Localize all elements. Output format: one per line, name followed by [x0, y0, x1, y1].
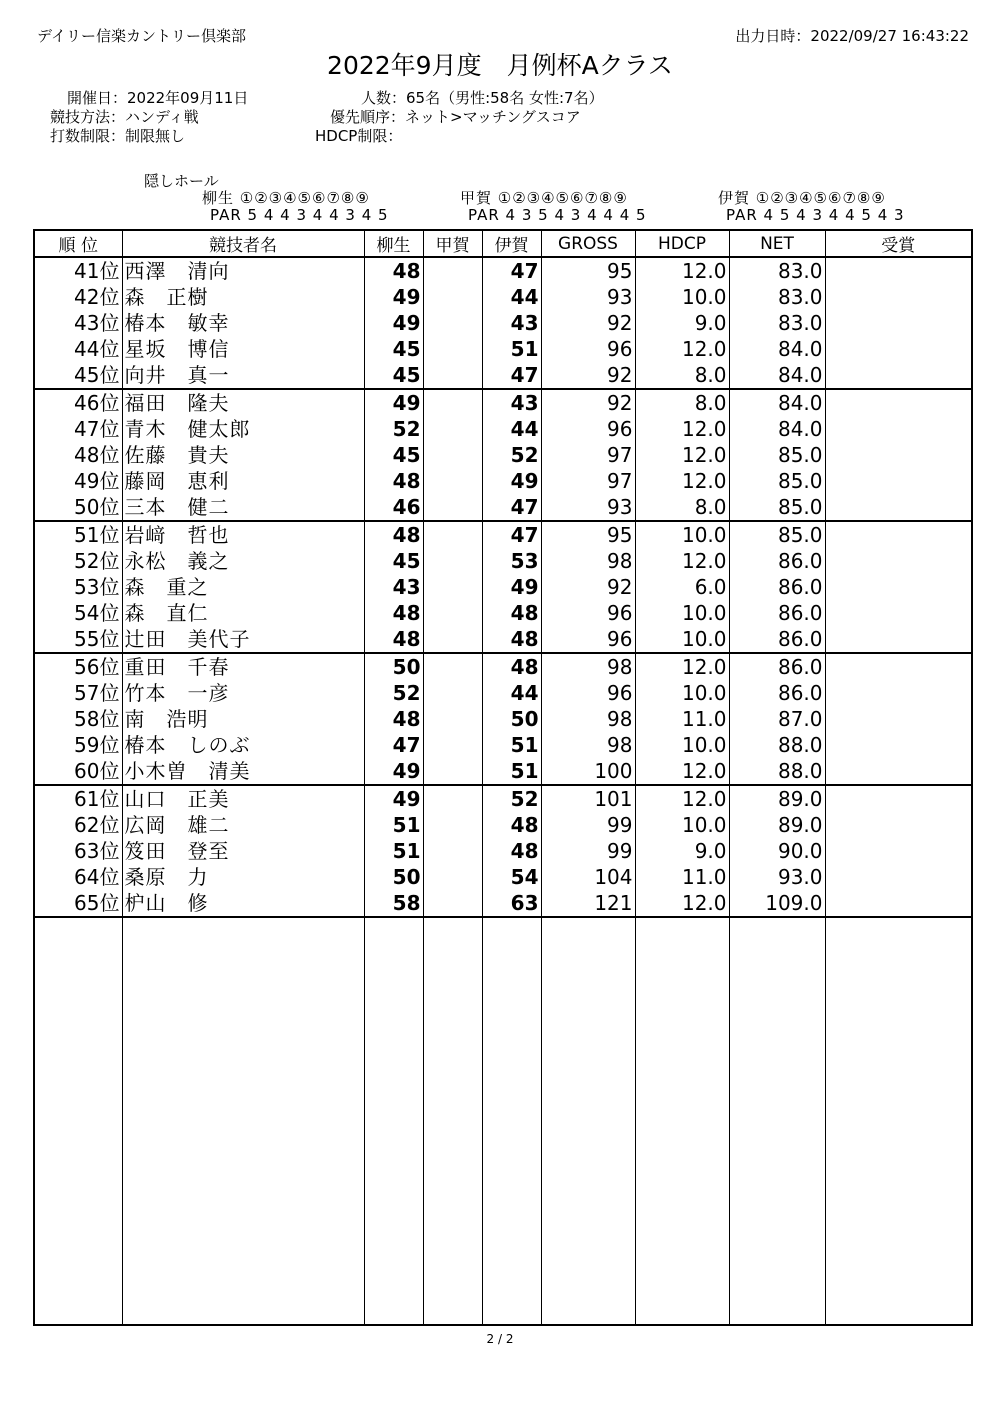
award-cell: [825, 336, 972, 362]
empty-table-area: [34, 917, 972, 1325]
iga-score: 53: [482, 548, 541, 574]
hdcp-value: 8.0: [635, 389, 729, 416]
iga-score: 47: [482, 362, 541, 389]
net-score: 85.0: [729, 442, 825, 468]
table-row: [34, 389, 972, 416]
player-name: 佐藤 貴夫: [122, 442, 364, 468]
gross-score: 96: [541, 680, 635, 706]
table-row: [34, 416, 972, 442]
award-cell: [825, 362, 972, 389]
koga-score: [423, 442, 482, 468]
yagyu-score: 48: [364, 468, 423, 494]
hdcp-value: 8.0: [635, 494, 729, 521]
iga-score: 44: [482, 284, 541, 310]
hdcp-value: 12.0: [635, 785, 729, 812]
gross-score: 121: [541, 890, 635, 917]
header-iga: 伊賀: [482, 230, 541, 257]
iga-score: 50: [482, 706, 541, 732]
table-row: [34, 521, 972, 548]
table-row: [34, 653, 972, 680]
net-score: 85.0: [729, 468, 825, 494]
rank-cell: 60位: [34, 758, 122, 785]
table-row: [34, 758, 972, 785]
gross-score: 99: [541, 812, 635, 838]
hdcp-value: 8.0: [635, 362, 729, 389]
net-score: 83.0: [729, 310, 825, 336]
table-row: [34, 626, 972, 653]
gross-score: 97: [541, 442, 635, 468]
award-cell: [825, 626, 972, 653]
table-row: [34, 680, 972, 706]
yagyu-score: 43: [364, 574, 423, 600]
hdcp-value: 12.0: [635, 442, 729, 468]
gross-score: 96: [541, 626, 635, 653]
rank-cell: 53位: [34, 574, 122, 600]
award-cell: [825, 284, 972, 310]
rank-cell: 49位: [34, 468, 122, 494]
iga-score: 49: [482, 574, 541, 600]
award-cell: [825, 680, 972, 706]
award-cell: [825, 653, 972, 680]
player-name: 森 重之: [122, 574, 364, 600]
rank-cell: 56位: [34, 653, 122, 680]
player-name: 広岡 雄二: [122, 812, 364, 838]
iga-score: 51: [482, 336, 541, 362]
player-name: 永松 義之: [122, 548, 364, 574]
rank-cell: 45位: [34, 362, 122, 389]
iga-score: 44: [482, 416, 541, 442]
award-cell: [825, 890, 972, 917]
table-row: [34, 310, 972, 336]
course-koga-holes: 甲賀 ①②③④⑤⑥⑦⑧⑨: [460, 189, 628, 207]
award-cell: [825, 785, 972, 812]
net-score: 86.0: [729, 653, 825, 680]
koga-score: [423, 812, 482, 838]
player-name: 星坂 博信: [122, 336, 364, 362]
table-row: [34, 284, 972, 310]
koga-score: [423, 548, 482, 574]
award-cell: [825, 257, 972, 284]
header-yagyu: 柳生: [364, 230, 423, 257]
table-row: [34, 732, 972, 758]
net-score: 85.0: [729, 521, 825, 548]
iga-score: 47: [482, 494, 541, 521]
course-yagyu-par: PAR 5 4 4 3 4 4 3 4 5: [210, 206, 389, 224]
net-score: 84.0: [729, 416, 825, 442]
player-name: 藤岡 恵利: [122, 468, 364, 494]
net-score: 109.0: [729, 890, 825, 917]
iga-score: 43: [482, 389, 541, 416]
priority-order: 優先順序：ネット>マッチングスコア: [330, 108, 581, 126]
page-title: 2022年9月度 月例杯Aクラス: [327, 51, 673, 80]
table-row: [34, 574, 972, 600]
gross-score: 99: [541, 838, 635, 864]
table-row: [34, 864, 972, 890]
table-row: [34, 812, 972, 838]
header-name: 競技者名: [122, 230, 364, 257]
yagyu-score: 50: [364, 864, 423, 890]
award-cell: [825, 494, 972, 521]
net-score: 87.0: [729, 706, 825, 732]
iga-score: 54: [482, 864, 541, 890]
iga-score: 51: [482, 732, 541, 758]
hdcp-value: 11.0: [635, 864, 729, 890]
header-rank: 順 位: [34, 230, 122, 257]
player-name: 笈田 登至: [122, 838, 364, 864]
koga-score: [423, 758, 482, 785]
gross-score: 92: [541, 574, 635, 600]
hdcp-limit: HDCP制限：: [315, 127, 403, 145]
yagyu-score: 58: [364, 890, 423, 917]
rank-cell: 64位: [34, 864, 122, 890]
net-score: 89.0: [729, 785, 825, 812]
gross-score: 92: [541, 362, 635, 389]
koga-score: [423, 838, 482, 864]
gross-score: 96: [541, 336, 635, 362]
award-cell: [825, 521, 972, 548]
table-row: [34, 600, 972, 626]
koga-score: [423, 257, 482, 284]
gross-score: 98: [541, 732, 635, 758]
rank-cell: 57位: [34, 680, 122, 706]
yagyu-score: 45: [364, 548, 423, 574]
koga-score: [423, 284, 482, 310]
rank-cell: 51位: [34, 521, 122, 548]
award-cell: [825, 864, 972, 890]
header-award: 受賞: [825, 230, 972, 257]
player-name: 辻田 美代子: [122, 626, 364, 653]
hdcp-value: 12.0: [635, 468, 729, 494]
koga-score: [423, 310, 482, 336]
hdcp-value: 10.0: [635, 600, 729, 626]
stroke-limit: 打数制限：制限無し: [50, 127, 186, 145]
hdcp-value: 10.0: [635, 284, 729, 310]
koga-score: [423, 680, 482, 706]
koga-score: [423, 600, 482, 626]
hdcp-value: 12.0: [635, 548, 729, 574]
koga-score: [423, 574, 482, 600]
hdcp-value: 10.0: [635, 521, 729, 548]
participant-count: 人数：65名（男性:58名 女性:7名）: [361, 89, 604, 107]
yagyu-score: 49: [364, 758, 423, 785]
gross-score: 92: [541, 389, 635, 416]
player-name: 椿本 敏幸: [122, 310, 364, 336]
gross-score: 96: [541, 416, 635, 442]
koga-score: [423, 864, 482, 890]
rank-cell: 48位: [34, 442, 122, 468]
award-cell: [825, 600, 972, 626]
player-name: 三本 健二: [122, 494, 364, 521]
hdcp-value: 12.0: [635, 416, 729, 442]
gross-score: 100: [541, 758, 635, 785]
gross-score: 95: [541, 521, 635, 548]
koga-score: [423, 362, 482, 389]
hdcp-value: 11.0: [635, 706, 729, 732]
iga-score: 52: [482, 442, 541, 468]
award-cell: [825, 468, 972, 494]
yagyu-score: 48: [364, 626, 423, 653]
koga-score: [423, 626, 482, 653]
net-score: 84.0: [729, 389, 825, 416]
award-cell: [825, 812, 972, 838]
table-row: [34, 257, 972, 284]
award-cell: [825, 310, 972, 336]
net-score: 89.0: [729, 812, 825, 838]
club-name: デイリー信楽カントリー倶楽部: [37, 27, 246, 45]
table-row: [34, 468, 972, 494]
rank-cell: 41位: [34, 257, 122, 284]
iga-score: 63: [482, 890, 541, 917]
event-date: 開催日：2022年09月11日: [67, 89, 249, 107]
iga-score: 44: [482, 680, 541, 706]
yagyu-score: 47: [364, 732, 423, 758]
yagyu-score: 45: [364, 362, 423, 389]
yagyu-score: 45: [364, 336, 423, 362]
yagyu-score: 50: [364, 653, 423, 680]
yagyu-score: 49: [364, 389, 423, 416]
header-hdcp: HDCP: [635, 230, 729, 257]
iga-score: 47: [482, 521, 541, 548]
koga-score: [423, 416, 482, 442]
net-score: 86.0: [729, 574, 825, 600]
rank-cell: 47位: [34, 416, 122, 442]
iga-score: 48: [482, 600, 541, 626]
hdcp-value: 10.0: [635, 626, 729, 653]
gross-score: 98: [541, 653, 635, 680]
koga-score: [423, 785, 482, 812]
koga-score: [423, 336, 482, 362]
table-row: [34, 890, 972, 917]
page-number: 2 / 2: [486, 1332, 514, 1346]
hdcp-value: 10.0: [635, 812, 729, 838]
award-cell: [825, 732, 972, 758]
rank-cell: 55位: [34, 626, 122, 653]
yagyu-score: 49: [364, 310, 423, 336]
net-score: 88.0: [729, 732, 825, 758]
iga-score: 48: [482, 626, 541, 653]
header-koga: 甲賀: [423, 230, 482, 257]
hdcp-value: 12.0: [635, 257, 729, 284]
net-score: 86.0: [729, 626, 825, 653]
player-name: 椿本 しのぶ: [122, 732, 364, 758]
hdcp-value: 9.0: [635, 838, 729, 864]
yagyu-score: 45: [364, 442, 423, 468]
course-koga-par: PAR 4 3 5 4 3 4 4 4 5: [468, 206, 647, 224]
net-score: 83.0: [729, 257, 825, 284]
hdcp-value: 10.0: [635, 680, 729, 706]
player-name: 森 直仁: [122, 600, 364, 626]
rank-cell: 54位: [34, 600, 122, 626]
yagyu-score: 48: [364, 521, 423, 548]
gross-score: 104: [541, 864, 635, 890]
gross-score: 92: [541, 310, 635, 336]
yagyu-score: 48: [364, 600, 423, 626]
results-table: [33, 229, 973, 1326]
hdcp-value: 10.0: [635, 732, 729, 758]
table-row: [34, 706, 972, 732]
table-row: [34, 548, 972, 574]
hdcp-value: 12.0: [635, 336, 729, 362]
gross-score: 97: [541, 468, 635, 494]
player-name: 山口 正美: [122, 785, 364, 812]
yagyu-score: 51: [364, 812, 423, 838]
iga-score: 51: [482, 758, 541, 785]
yagyu-score: 48: [364, 706, 423, 732]
koga-score: [423, 890, 482, 917]
player-name: 森 正樹: [122, 284, 364, 310]
gross-score: 93: [541, 494, 635, 521]
yagyu-score: 49: [364, 284, 423, 310]
hdcp-value: 12.0: [635, 758, 729, 785]
table-row: [34, 362, 972, 389]
iga-score: 49: [482, 468, 541, 494]
yagyu-score: 46: [364, 494, 423, 521]
hdcp-value: 12.0: [635, 890, 729, 917]
hdcp-value: 6.0: [635, 574, 729, 600]
gross-score: 101: [541, 785, 635, 812]
gross-score: 95: [541, 257, 635, 284]
gross-score: 98: [541, 706, 635, 732]
competition-method: 競技方法：ハンディ戦: [50, 108, 199, 126]
koga-score: [423, 706, 482, 732]
rank-cell: 50位: [34, 494, 122, 521]
award-cell: [825, 548, 972, 574]
koga-score: [423, 494, 482, 521]
rank-cell: 44位: [34, 336, 122, 362]
yagyu-score: 48: [364, 257, 423, 284]
award-cell: [825, 706, 972, 732]
rank-cell: 52位: [34, 548, 122, 574]
koga-score: [423, 521, 482, 548]
iga-score: 48: [482, 838, 541, 864]
rank-cell: 65位: [34, 890, 122, 917]
net-score: 85.0: [729, 494, 825, 521]
table-row: [34, 442, 972, 468]
player-name: 小木曽 清美: [122, 758, 364, 785]
net-score: 86.0: [729, 548, 825, 574]
player-name: 福田 隆夫: [122, 389, 364, 416]
player-name: 青木 健太郎: [122, 416, 364, 442]
rank-cell: 59位: [34, 732, 122, 758]
net-score: 90.0: [729, 838, 825, 864]
course-iga-holes: 伊賀 ①②③④⑤⑥⑦⑧⑨: [718, 189, 886, 207]
course-iga-par: PAR 4 5 4 3 4 4 5 4 3: [726, 206, 905, 224]
iga-score: 48: [482, 653, 541, 680]
award-cell: [825, 442, 972, 468]
net-score: 88.0: [729, 758, 825, 785]
player-name: 重田 千春: [122, 653, 364, 680]
header-net: NET: [729, 230, 825, 257]
yagyu-score: 52: [364, 416, 423, 442]
yagyu-score: 52: [364, 680, 423, 706]
award-cell: [825, 416, 972, 442]
rank-cell: 42位: [34, 284, 122, 310]
koga-score: [423, 389, 482, 416]
player-name: 向井 真一: [122, 362, 364, 389]
table-row: [34, 785, 972, 812]
award-cell: [825, 574, 972, 600]
yagyu-score: 49: [364, 785, 423, 812]
koga-score: [423, 468, 482, 494]
table-row: [34, 838, 972, 864]
koga-score: [423, 653, 482, 680]
award-cell: [825, 389, 972, 416]
rank-cell: 46位: [34, 389, 122, 416]
net-score: 86.0: [729, 600, 825, 626]
net-score: 84.0: [729, 362, 825, 389]
hdcp-value: 12.0: [635, 653, 729, 680]
rank-cell: 62位: [34, 812, 122, 838]
iga-score: 48: [482, 812, 541, 838]
rank-cell: 63位: [34, 838, 122, 864]
table-row: [34, 336, 972, 362]
iga-score: 47: [482, 257, 541, 284]
player-name: 桑原 力: [122, 864, 364, 890]
player-name: 枦山 修: [122, 890, 364, 917]
gross-score: 96: [541, 600, 635, 626]
net-score: 86.0: [729, 680, 825, 706]
hdcp-value: 9.0: [635, 310, 729, 336]
net-score: 93.0: [729, 864, 825, 890]
iga-score: 43: [482, 310, 541, 336]
rank-cell: 43位: [34, 310, 122, 336]
gross-score: 98: [541, 548, 635, 574]
output-datetime: 出力日時：2022/09/27 16:43:22: [735, 27, 969, 45]
player-name: 岩﨑 哲也: [122, 521, 364, 548]
header-gross: GROSS: [541, 230, 635, 257]
player-name: 竹本 一彦: [122, 680, 364, 706]
award-cell: [825, 758, 972, 785]
rank-cell: 58位: [34, 706, 122, 732]
player-name: 南 浩明: [122, 706, 364, 732]
yagyu-score: 51: [364, 838, 423, 864]
table-row: [34, 494, 972, 521]
table-header-row: [34, 230, 972, 257]
hidden-holes-label: 隠しホール: [144, 172, 219, 190]
course-yagyu-holes: 柳生 ①②③④⑤⑥⑦⑧⑨: [202, 189, 370, 207]
net-score: 83.0: [729, 284, 825, 310]
award-cell: [825, 838, 972, 864]
net-score: 84.0: [729, 336, 825, 362]
rank-cell: 61位: [34, 785, 122, 812]
koga-score: [423, 732, 482, 758]
iga-score: 52: [482, 785, 541, 812]
gross-score: 93: [541, 284, 635, 310]
player-name: 西澤 清向: [122, 257, 364, 284]
